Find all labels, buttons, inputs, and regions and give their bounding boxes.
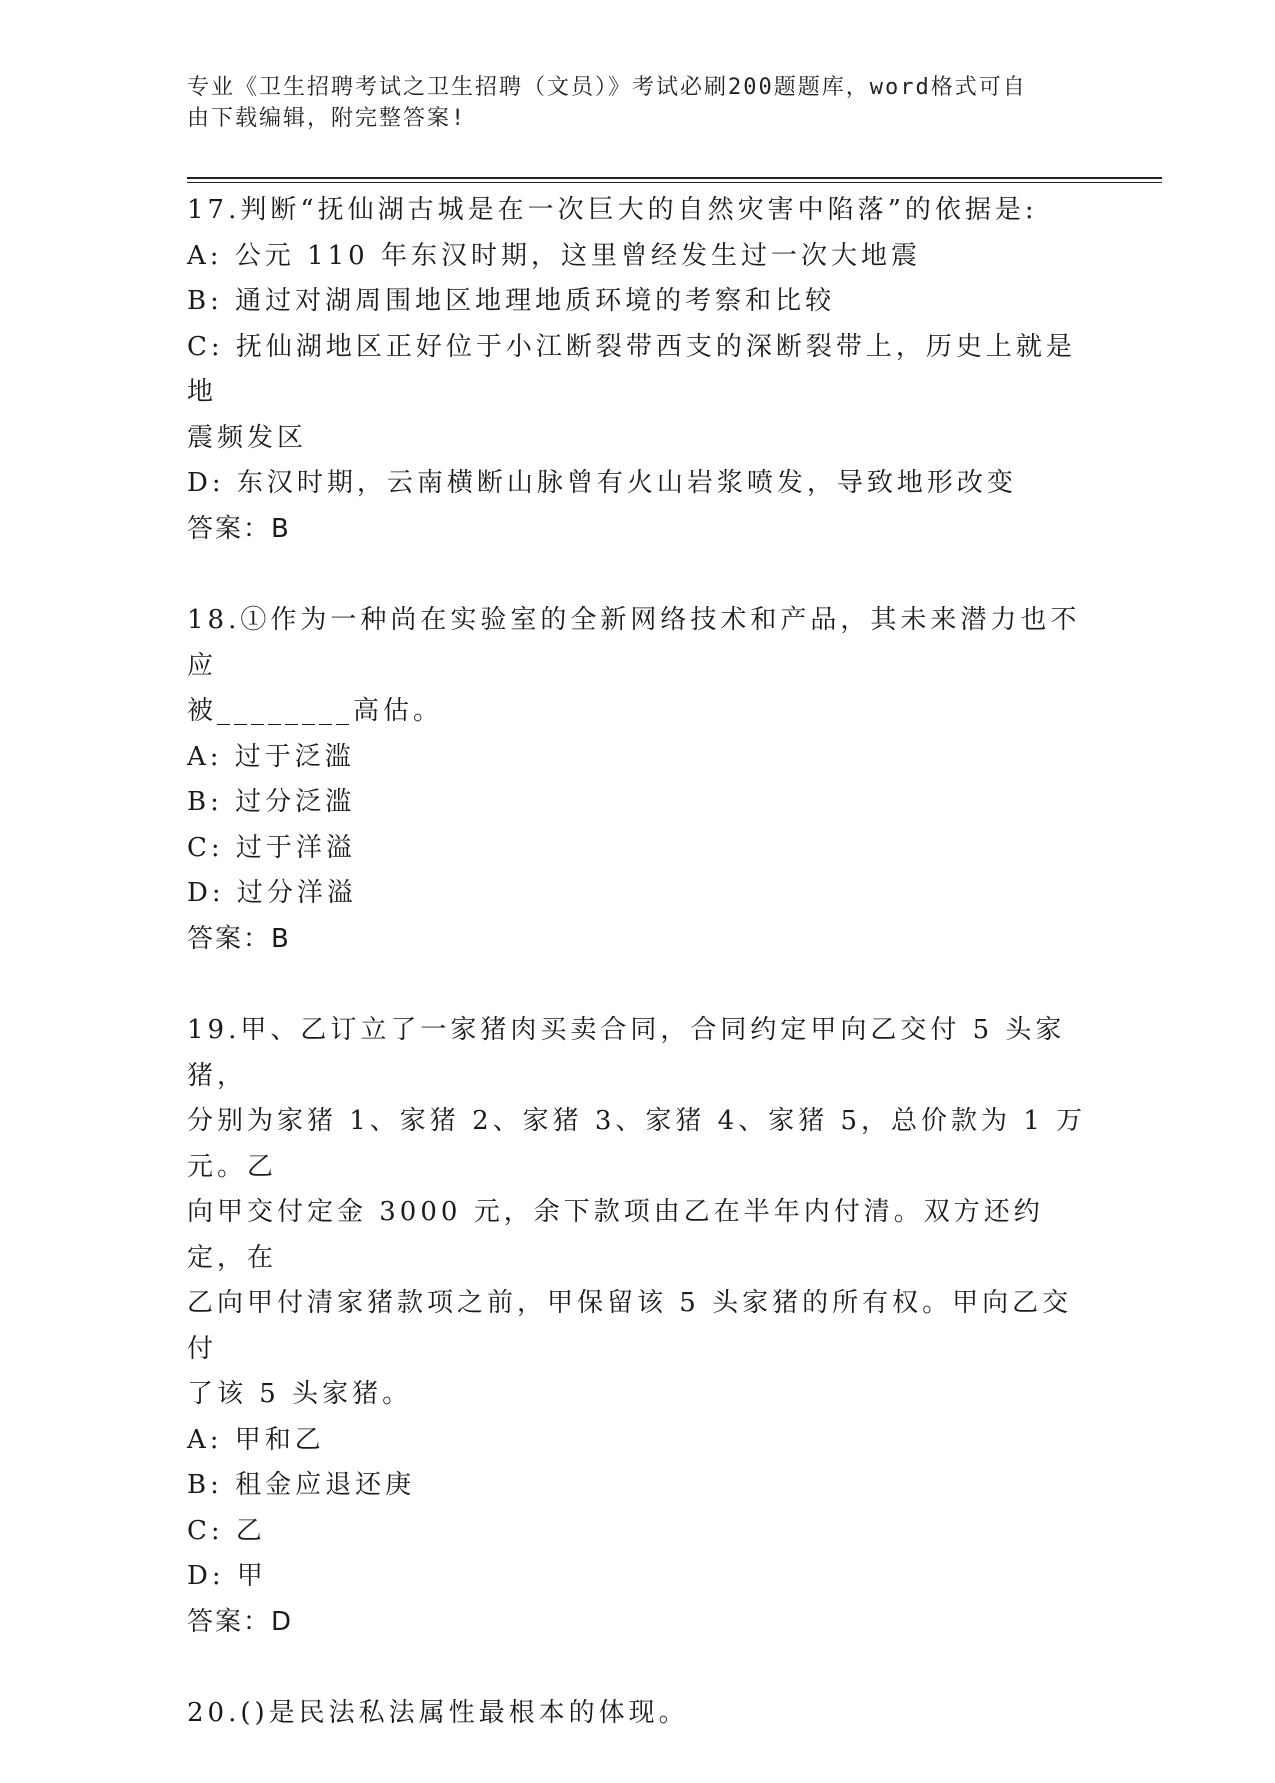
question-list	[187, 188, 1087, 1783]
option-line: 震频发区	[187, 422, 308, 453]
question-stem-line: 18.①作为一种尚在实验室的全新网络技术和产品，其未来潜力也不应	[187, 605, 1081, 681]
question-stem-line: 17.判断“抚仙湖古城是在一次巨大的自然灾害中陷落”的依据是:	[187, 195, 1038, 225]
header-divider	[187, 177, 1162, 183]
header-line: 由下载编辑，附完整答案!	[187, 106, 467, 131]
answer-line: 答案：B	[187, 513, 291, 544]
answer-line: 答案：B	[187, 923, 291, 954]
option-line: D: 甲	[187, 1561, 267, 1591]
question-stem-line: 19.甲、乙订立了一家猪肉买卖合同，合同约定甲向乙交付 5 头家猪，	[187, 1015, 1066, 1091]
question-block	[187, 598, 1087, 962]
option-line: B: 租金应退还庚	[187, 1470, 416, 1500]
question-block	[187, 1691, 1087, 1737]
question-stem-line: 了该 5 头家猪。	[187, 1379, 413, 1409]
question-block	[187, 188, 1087, 552]
question-stem-line: 分别为家猪 1、家猪 2、家猪 3、家猪 4、家猪 5，总价款为 1 万元。乙	[187, 1106, 1087, 1182]
option-line: C: 抚仙湖地区正好位于小江断裂带西支的深断裂带上，历史上就是地	[187, 331, 1076, 407]
option-line: B: 过分泛滥	[187, 787, 356, 817]
header-line: 专业《卫生招聘考试之卫生招聘（文员）》考试必刷200题题库，word格式可自	[187, 75, 1027, 100]
answer-line: 答案：D	[187, 1606, 294, 1637]
option-line: A: 甲和乙	[187, 1424, 325, 1455]
question-stem-line: 向甲交付定金 3000 元，余下款项由乙在半年内付清。双方还约定，在	[187, 1197, 1044, 1273]
option-line: C: 乙	[187, 1515, 266, 1546]
option-line: D: 东汉时期，云南横断山脉曾有火山岩浆喷发，导致地形改变	[187, 468, 1017, 498]
question-stem-line: 被________高估。	[187, 696, 444, 726]
question-block	[187, 1008, 1087, 1645]
question-stem-line: 20.()是民法私法属性最根本的体现。	[187, 1698, 689, 1728]
question-stem-line: 乙向甲付清家猪款项之前，甲保留该 5 头家猪的所有权。甲向乙交付	[187, 1288, 1073, 1364]
option-line: B: 通过对湖周围地区地理地质环境的考察和比较	[187, 286, 836, 316]
option-line: A: 公元 110 年东汉时期，这里曾经发生过一次大地震	[187, 240, 921, 271]
option-line: D: 过分洋溢	[187, 878, 357, 908]
document-header	[187, 72, 1087, 134]
option-line: C: 过于洋溢	[187, 832, 356, 863]
option-line: A: 过于泛滥	[187, 741, 355, 772]
